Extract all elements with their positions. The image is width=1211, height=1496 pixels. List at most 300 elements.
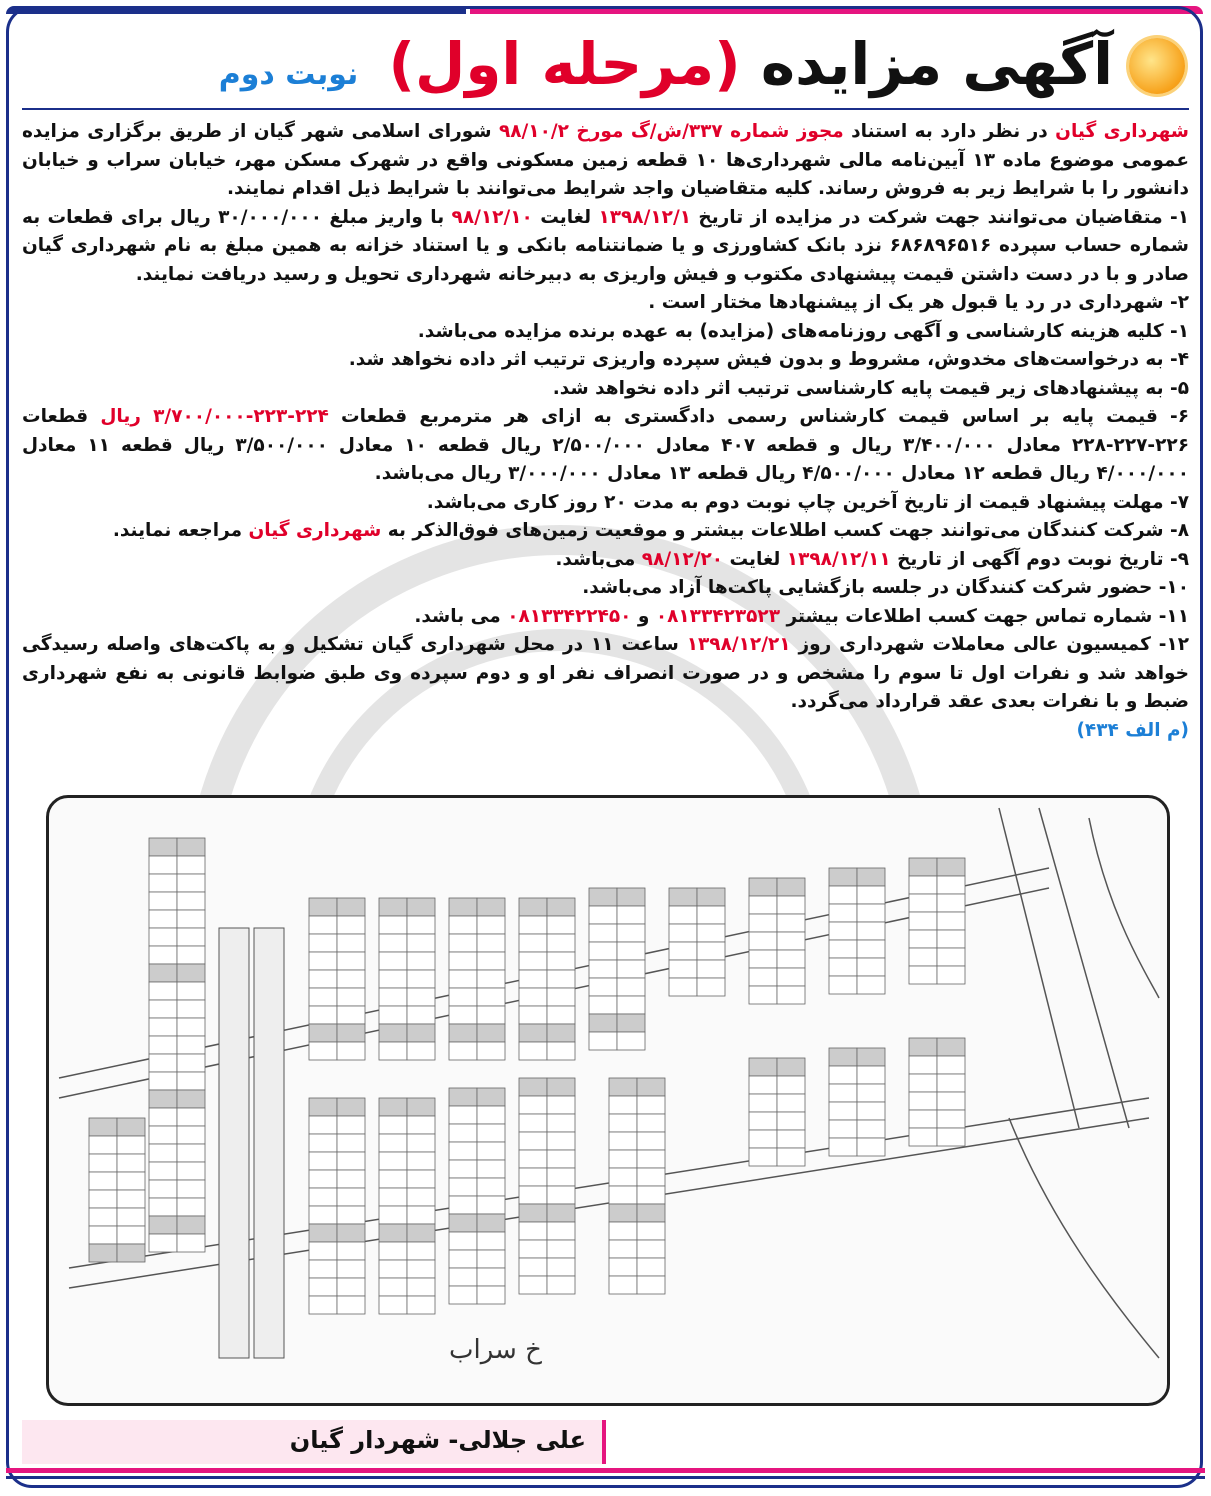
parcel xyxy=(449,952,477,970)
parcel xyxy=(829,976,857,994)
parcel xyxy=(749,1148,777,1166)
parcel xyxy=(149,982,177,1000)
parcel xyxy=(609,1204,637,1222)
parcel xyxy=(519,1006,547,1024)
parcel xyxy=(519,1150,547,1168)
parcel xyxy=(749,1094,777,1112)
parcel xyxy=(909,912,937,930)
parcel xyxy=(149,1180,177,1198)
parcel xyxy=(749,986,777,1004)
parcel xyxy=(449,1088,477,1106)
parcel xyxy=(547,1240,575,1258)
parcel xyxy=(669,960,697,978)
parcel xyxy=(477,916,505,934)
parcel xyxy=(89,1226,117,1244)
parcel xyxy=(177,964,205,982)
parcel xyxy=(519,1078,547,1096)
parcel xyxy=(477,1286,505,1304)
parcel xyxy=(449,898,477,916)
parcel xyxy=(749,1076,777,1094)
notice-code: (م الف ۴۳۴) xyxy=(1076,719,1189,741)
parcel xyxy=(617,906,645,924)
parcel xyxy=(937,1128,965,1146)
item-3: ۱- کلیه هزینه کارشناسی و آگهی روزنامه‌های (مزایده) به عهده برنده مزایده می‌باشد. xyxy=(417,320,1189,342)
parcel xyxy=(937,894,965,912)
parcel xyxy=(829,922,857,940)
parcel xyxy=(407,952,435,970)
parcel xyxy=(637,1132,665,1150)
parcel xyxy=(309,1260,337,1278)
parcel xyxy=(547,1114,575,1132)
parcel xyxy=(117,1244,145,1262)
parcel xyxy=(777,914,805,932)
parcel xyxy=(547,1276,575,1294)
notice-body xyxy=(22,118,1189,745)
parcel xyxy=(149,1000,177,1018)
intro-paragraph: شهرداری گیان در نظر دارد به استناد مجوز شماره ۳۳۷/ش/گ مورخ ۹۸/۱۰/۲ شورای اسلامی شهر گیان از طریق برگزاری مزایده عمومی موضوع ماده ۱۳ آیین‌نامه مالی شهرداری‌ها ۱۰ قطعه زمین مسکونی واقع در شهرک مسکن مهر، خیابان سراب و خیابان دانشور را با شرایط زیر به فروش رساند. کلیه متقاضیان واجد شرایط می‌توانند با شرایط ذیل اقدام نمایند. xyxy=(22,121,1190,199)
parcel xyxy=(589,924,617,942)
parcel xyxy=(547,988,575,1006)
parcel xyxy=(337,1098,365,1116)
parcel xyxy=(309,898,337,916)
parcel xyxy=(589,888,617,906)
parcel xyxy=(669,978,697,996)
title-stage: (مرحله اول) xyxy=(388,30,741,98)
parcel xyxy=(909,948,937,966)
parcel xyxy=(519,988,547,1006)
parcel xyxy=(149,1234,177,1252)
parcel xyxy=(909,1038,937,1056)
parcel xyxy=(407,1042,435,1060)
parcel xyxy=(547,1096,575,1114)
parcel xyxy=(937,1056,965,1074)
parcel xyxy=(407,1098,435,1116)
parcel xyxy=(149,1072,177,1090)
parcel xyxy=(449,1268,477,1286)
parcel xyxy=(309,1170,337,1188)
parcel xyxy=(519,1024,547,1042)
parcel xyxy=(379,1006,407,1024)
parcel xyxy=(89,1118,117,1136)
parcel xyxy=(449,1232,477,1250)
parcel xyxy=(177,1018,205,1036)
parcel xyxy=(777,1094,805,1112)
parcel xyxy=(637,1240,665,1258)
parcel xyxy=(177,1108,205,1126)
parcel xyxy=(617,996,645,1014)
parcel xyxy=(609,1078,637,1096)
parcel xyxy=(937,876,965,894)
parcel xyxy=(937,1110,965,1128)
parcel xyxy=(379,1024,407,1042)
parcel xyxy=(149,1036,177,1054)
parcel xyxy=(89,1154,117,1172)
parcel xyxy=(117,1190,145,1208)
parcel xyxy=(547,1258,575,1276)
parcel xyxy=(407,1278,435,1296)
parcel xyxy=(519,970,547,988)
parcel xyxy=(547,1150,575,1168)
parcel xyxy=(449,1160,477,1178)
parcel xyxy=(547,1168,575,1186)
parcel xyxy=(177,1054,205,1072)
parcel xyxy=(407,1188,435,1206)
parcel xyxy=(857,922,885,940)
parcel xyxy=(777,878,805,896)
parcel xyxy=(379,1188,407,1206)
parcel xyxy=(609,1096,637,1114)
title-round: نوبت دوم xyxy=(218,57,359,92)
parcel xyxy=(149,1108,177,1126)
parcel xyxy=(89,1244,117,1262)
parcel xyxy=(589,1032,617,1050)
parcel xyxy=(477,1142,505,1160)
item-4: ۴- به درخواست‌های مخدوش، مشروط و بدون فیش سپرده واریزی ترتیب اثر داده نخواهد شد. xyxy=(348,349,1189,370)
parcel xyxy=(937,1074,965,1092)
parcel xyxy=(617,888,645,906)
parcel xyxy=(117,1136,145,1154)
parcel xyxy=(749,1058,777,1076)
parcel xyxy=(89,1208,117,1226)
parcel xyxy=(547,934,575,952)
parcel xyxy=(609,1186,637,1204)
parcel xyxy=(857,904,885,922)
parcel xyxy=(379,1278,407,1296)
parcel xyxy=(337,1024,365,1042)
parcel xyxy=(477,1106,505,1124)
parcel xyxy=(477,1178,505,1196)
parcel xyxy=(309,1296,337,1314)
parcel xyxy=(777,950,805,968)
parcel xyxy=(547,970,575,988)
permit-ref: مجوز شماره ۳۳۷/ش/گ مورخ ۹۸/۱۰/۲ xyxy=(498,121,844,142)
parcel xyxy=(637,1096,665,1114)
parcel xyxy=(449,1124,477,1142)
footer-border-blue xyxy=(6,1476,1205,1479)
parcel xyxy=(337,1296,365,1314)
parcel xyxy=(637,1186,665,1204)
parcel xyxy=(589,978,617,996)
parcel xyxy=(547,1186,575,1204)
parcel xyxy=(777,1112,805,1130)
parcel xyxy=(547,1132,575,1150)
parcel xyxy=(177,1000,205,1018)
parcel xyxy=(697,906,725,924)
parcel xyxy=(519,916,547,934)
parcel xyxy=(149,928,177,946)
parcel xyxy=(407,1170,435,1188)
parcel xyxy=(777,986,805,1004)
parcel xyxy=(829,886,857,904)
parcel xyxy=(177,1162,205,1180)
parcel xyxy=(857,1084,885,1102)
parcel xyxy=(379,988,407,1006)
parcel xyxy=(407,898,435,916)
parcel xyxy=(829,1138,857,1156)
item-8: ۸- شرکت کنندگان می‌توانند جهت کسب اطلاعات بیشتر و موقعیت زمین‌های فوق‌الذکر به شهرداری گیان مراجعه نمایند. xyxy=(112,520,1189,541)
parcel xyxy=(749,1112,777,1130)
parcel xyxy=(909,1128,937,1146)
parcel xyxy=(609,1150,637,1168)
parcel xyxy=(617,942,645,960)
parcel xyxy=(777,968,805,986)
parcel xyxy=(589,906,617,924)
parcel xyxy=(309,1206,337,1224)
parcel xyxy=(749,1130,777,1148)
parcel xyxy=(337,1278,365,1296)
parcel xyxy=(829,1102,857,1120)
site-plan-drawing xyxy=(49,798,1161,1397)
parcel xyxy=(309,1098,337,1116)
parcel xyxy=(857,1048,885,1066)
footer-border-pink xyxy=(6,1468,1205,1473)
parcel xyxy=(449,916,477,934)
parcel xyxy=(547,1042,575,1060)
parcel xyxy=(857,976,885,994)
parcel xyxy=(117,1154,145,1172)
parcel xyxy=(177,1234,205,1252)
parcel xyxy=(637,1150,665,1168)
parcel xyxy=(117,1118,145,1136)
parcel xyxy=(449,1024,477,1042)
page-title xyxy=(219,30,1113,98)
parcel xyxy=(407,1134,435,1152)
parcel xyxy=(309,1006,337,1024)
parcel xyxy=(149,1018,177,1036)
parcel xyxy=(449,1006,477,1024)
parcel xyxy=(337,916,365,934)
parcel xyxy=(857,1138,885,1156)
parcel xyxy=(609,1168,637,1186)
parcel xyxy=(149,1216,177,1234)
parcel xyxy=(379,898,407,916)
parcel xyxy=(407,1006,435,1024)
parcel xyxy=(177,874,205,892)
parcel xyxy=(589,942,617,960)
signature-box xyxy=(22,1420,606,1464)
parcel xyxy=(547,1006,575,1024)
parcel xyxy=(379,916,407,934)
parcel xyxy=(547,1222,575,1240)
parcel xyxy=(337,1170,365,1188)
parcel xyxy=(857,1120,885,1138)
parcel xyxy=(337,1152,365,1170)
parcel xyxy=(309,1224,337,1242)
parcel xyxy=(519,1186,547,1204)
parcel xyxy=(617,1014,645,1032)
parcel xyxy=(519,1114,547,1132)
parcel xyxy=(379,934,407,952)
parcel xyxy=(309,1024,337,1042)
parcel xyxy=(449,1286,477,1304)
parcel xyxy=(519,952,547,970)
parcel xyxy=(617,924,645,942)
parcel xyxy=(937,912,965,930)
parcel xyxy=(407,970,435,988)
parcel xyxy=(937,930,965,948)
parcel xyxy=(379,1134,407,1152)
parcel xyxy=(669,924,697,942)
parcel xyxy=(407,1024,435,1042)
parcel xyxy=(177,892,205,910)
parcel xyxy=(477,1250,505,1268)
parcel xyxy=(117,1226,145,1244)
parcel xyxy=(589,1014,617,1032)
title-main: آگهی مزایده xyxy=(760,30,1113,98)
parcel xyxy=(177,1090,205,1108)
parcel xyxy=(669,942,697,960)
parcel xyxy=(519,1204,547,1222)
parcel xyxy=(637,1078,665,1096)
parcel xyxy=(177,838,205,856)
parcel xyxy=(149,1198,177,1216)
parcel xyxy=(379,952,407,970)
parcel xyxy=(909,930,937,948)
parcel xyxy=(309,988,337,1006)
parcel xyxy=(149,856,177,874)
parcel xyxy=(379,1260,407,1278)
parcel xyxy=(547,898,575,916)
parcel xyxy=(149,1090,177,1108)
parcel xyxy=(477,934,505,952)
parcel xyxy=(477,1124,505,1142)
parcel xyxy=(909,1092,937,1110)
parcel xyxy=(379,1098,407,1116)
parcel xyxy=(149,1126,177,1144)
parcel xyxy=(697,942,725,960)
parcel xyxy=(829,1120,857,1138)
parcel xyxy=(117,1172,145,1190)
parcel xyxy=(89,1190,117,1208)
parcel xyxy=(589,960,617,978)
parcel xyxy=(177,1216,205,1234)
parcel xyxy=(697,924,725,942)
parcel xyxy=(449,988,477,1006)
map-street-label: خ سراب xyxy=(449,1335,542,1365)
parcel xyxy=(857,1066,885,1084)
parcel xyxy=(449,934,477,952)
parcel xyxy=(829,1048,857,1066)
parcel xyxy=(519,1096,547,1114)
parcel xyxy=(407,1296,435,1314)
parcel xyxy=(637,1276,665,1294)
parcel xyxy=(547,1078,575,1096)
parcel xyxy=(477,1024,505,1042)
parcel xyxy=(909,1056,937,1074)
parcel xyxy=(609,1240,637,1258)
parcel xyxy=(547,1204,575,1222)
parcel xyxy=(857,886,885,904)
parcel xyxy=(637,1204,665,1222)
parcel xyxy=(177,1072,205,1090)
parcel xyxy=(379,1206,407,1224)
parcel xyxy=(547,916,575,934)
parcel xyxy=(149,1054,177,1072)
parcel xyxy=(337,1188,365,1206)
parcel xyxy=(149,910,177,928)
parcel xyxy=(407,1260,435,1278)
parcel xyxy=(519,1222,547,1240)
parcel xyxy=(609,1132,637,1150)
parcel xyxy=(589,996,617,1014)
parcel xyxy=(637,1258,665,1276)
parcel xyxy=(177,982,205,1000)
parcel xyxy=(749,932,777,950)
parcel xyxy=(149,838,177,856)
parcel xyxy=(337,970,365,988)
parcel xyxy=(609,1276,637,1294)
parcel xyxy=(477,988,505,1006)
parcel xyxy=(449,1178,477,1196)
parcel xyxy=(857,868,885,886)
parcel xyxy=(407,1224,435,1242)
parcel xyxy=(749,896,777,914)
parcel xyxy=(149,946,177,964)
parcel xyxy=(309,970,337,988)
parcel xyxy=(829,958,857,976)
parcel xyxy=(477,970,505,988)
parcel xyxy=(477,1214,505,1232)
parcel xyxy=(177,946,205,964)
parcel xyxy=(337,1260,365,1278)
parcel xyxy=(379,1116,407,1134)
parcel xyxy=(777,932,805,950)
parcel xyxy=(519,934,547,952)
parcel xyxy=(309,1188,337,1206)
parcel xyxy=(449,1106,477,1124)
parcel xyxy=(309,1042,337,1060)
parcel xyxy=(909,894,937,912)
mayor-signature: علی جلالی- شهردار گیان xyxy=(289,1426,586,1454)
parcel xyxy=(177,856,205,874)
parcel xyxy=(149,874,177,892)
item-2: ۲- شهرداری در رد یا قبول هر یک از پیشنهادها مختار است . xyxy=(648,292,1189,313)
parcel xyxy=(149,1162,177,1180)
parcel xyxy=(937,966,965,984)
parcel xyxy=(937,948,965,966)
parcel xyxy=(407,934,435,952)
parcel xyxy=(177,1180,205,1198)
parcel xyxy=(309,1134,337,1152)
parcel xyxy=(637,1168,665,1186)
parcel xyxy=(829,1084,857,1102)
parcel xyxy=(697,888,725,906)
parcel xyxy=(379,970,407,988)
parcel xyxy=(609,1222,637,1240)
parcel xyxy=(379,1242,407,1260)
parcel xyxy=(519,1168,547,1186)
parcel xyxy=(777,1058,805,1076)
parcel xyxy=(337,952,365,970)
parcel xyxy=(337,1224,365,1242)
parcel xyxy=(937,1038,965,1056)
parcel xyxy=(519,1240,547,1258)
parcel xyxy=(519,1276,547,1294)
parcel xyxy=(477,1160,505,1178)
parcel xyxy=(89,1136,117,1154)
parcel xyxy=(379,1296,407,1314)
parcel xyxy=(829,1066,857,1084)
parcel xyxy=(149,892,177,910)
parcel xyxy=(637,1222,665,1240)
header-divider xyxy=(22,108,1189,110)
parcel xyxy=(449,970,477,988)
parcel xyxy=(697,978,725,996)
parcel xyxy=(309,952,337,970)
parcel xyxy=(149,964,177,982)
parcel xyxy=(697,960,725,978)
parcel xyxy=(477,1232,505,1250)
